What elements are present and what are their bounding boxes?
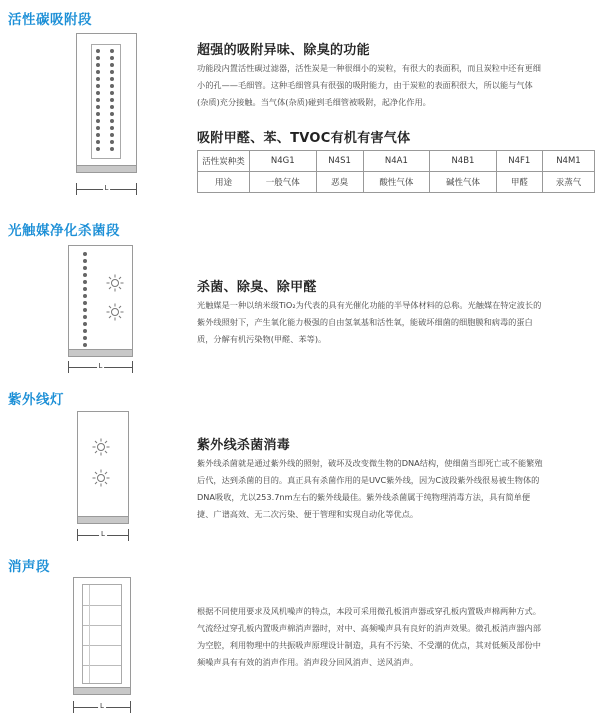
para-line: DNA吸收，尤以253.7nm左右的紫外线最佳。紫外线杀菌属于纯物理消毒方法，具有简单便 bbox=[197, 492, 531, 502]
para-line: 根据不同使用要求及风机噪声的特点，本段可采用微孔板消声器或穿孔板内置吸声棉两种方式。 bbox=[197, 606, 541, 616]
carbon-filter-frame bbox=[91, 44, 121, 159]
para-line: 功能段内置活性碳过滤器，活性炭是一种很细小的炭粒，有很大的表面积，而且炭粒中还有更细 bbox=[197, 63, 541, 73]
table-cell: N4B1 bbox=[430, 151, 497, 172]
table-row bbox=[198, 151, 595, 172]
silencer-baffle-frame bbox=[82, 584, 122, 684]
para-line: 气流经过穿孔板内置吸声棉消声器时，对中、高频噪声具有良好的消声效果。微孔板消声器内部 bbox=[197, 623, 541, 633]
dimension-label: L bbox=[101, 530, 105, 538]
dimension-label: L bbox=[104, 184, 109, 192]
uv-lamp-icon bbox=[106, 274, 124, 292]
paragraph-uv-lamp bbox=[197, 455, 543, 523]
heading-sterilization: 杀菌、除臭、除甲醛 bbox=[197, 280, 317, 295]
para-line: 为空腔，利用物理中的共振吸声原理设计制造，具有不污染、不受潮的优点，其对低频及部份中 bbox=[197, 640, 541, 650]
dimension-marker bbox=[76, 183, 137, 195]
carbon-filter-dots-right bbox=[110, 49, 114, 154]
uv-lamp-unit-drawing bbox=[77, 411, 129, 524]
para-line: 质，分解有机污染物(甲醛、苯等)。 bbox=[197, 334, 327, 344]
unit-base bbox=[68, 349, 133, 357]
activated-carbon-unit-drawing bbox=[76, 33, 137, 173]
para-line: 紫外线杀菌就是通过紫外线的照射，破坏及改变微生物的DNA结构，使细菌当即死亡或不能繁殖 bbox=[197, 458, 543, 468]
dimension-label: L bbox=[98, 362, 103, 370]
unit-base bbox=[76, 165, 137, 173]
para-line: 捷、广谱高效、无二次污染、便于管理和实现自动化等优点。 bbox=[197, 509, 419, 519]
dimension-marker bbox=[73, 701, 131, 713]
para-line: 频噪声具有有效的消声作用。消声段分回风消声、送风消声。 bbox=[197, 657, 419, 667]
paragraph-activated-carbon bbox=[197, 60, 541, 111]
dimension-marker bbox=[77, 529, 129, 541]
section-title-activated-carbon: 活性碳吸附段 bbox=[8, 12, 92, 28]
paragraph-silencer bbox=[197, 603, 541, 671]
uv-lamp-icon bbox=[92, 438, 110, 456]
para-line: 后代，达到杀菌的目的。真正具有杀菌作用的是UVC紫外线，因为C波段紫外线很易被生物体的 bbox=[197, 475, 540, 485]
section-title-silencer: 消声段 bbox=[8, 559, 50, 575]
table-cell: N4A1 bbox=[363, 151, 430, 172]
table-cell: N4G1 bbox=[250, 151, 317, 172]
table-cell: 用途 bbox=[198, 172, 250, 193]
table-cell: 碱性气体 bbox=[430, 172, 497, 193]
heading-adsorption: 超强的吸附异味、除臭的功能 bbox=[197, 43, 370, 58]
dimension-marker bbox=[68, 361, 133, 373]
silencer-unit-drawing bbox=[73, 577, 131, 695]
table-cell: 汞蒸气 bbox=[542, 172, 594, 193]
para-line: 小的孔——毛细管。这种毛细管具有很强的吸附能力，由于炭粒的表面积很大，所以能与气体 bbox=[197, 80, 533, 90]
unit-base bbox=[73, 687, 131, 695]
carbon-type-table bbox=[197, 150, 595, 193]
para-line: (杂质)充分接触。当气体(杂质)碰到毛细管被吸附，起净化作用。 bbox=[197, 97, 431, 107]
photocatalyst-unit-drawing bbox=[68, 245, 133, 357]
table-cell: 恶臭 bbox=[316, 172, 363, 193]
photocatalyst-mesh-dots bbox=[83, 252, 87, 350]
table-cell: N4F1 bbox=[496, 151, 542, 172]
table-row bbox=[198, 172, 595, 193]
table-cell: 活性炭种类 bbox=[198, 151, 250, 172]
carbon-filter-dots-left bbox=[96, 49, 100, 154]
table-cell: 一般气体 bbox=[250, 172, 317, 193]
table-cell: N4M1 bbox=[542, 151, 594, 172]
uv-lamp-icon bbox=[92, 469, 110, 487]
unit-base bbox=[77, 516, 129, 524]
heading-harmful-gases: 吸附甲醛、苯、TVOC有机有害气体 bbox=[197, 131, 411, 146]
section-title-photocatalyst: 光触媒净化杀菌段 bbox=[8, 223, 120, 239]
heading-uv-disinfection: 紫外线杀菌消毒 bbox=[197, 438, 291, 453]
table-cell: 甲醛 bbox=[496, 172, 542, 193]
dimension-label: L bbox=[100, 702, 104, 710]
section-title-uv-lamp: 紫外线灯 bbox=[8, 392, 64, 408]
table-cell: N4S1 bbox=[316, 151, 363, 172]
para-line: 光触媒是一种以纳米级TiO₂为代表的具有光催化功能的半导体材料的总称。光触媒在特定波长的 bbox=[197, 300, 542, 310]
uv-lamp-icon bbox=[106, 303, 124, 321]
paragraph-photocatalyst bbox=[197, 297, 541, 348]
para-line: 紫外线照射下，产生氧化能力极强的自由氢氧基和活性氧，能破坏细菌的细胞膜和病毒的蛋白 bbox=[197, 317, 533, 327]
table-cell: 酸性气体 bbox=[363, 172, 430, 193]
